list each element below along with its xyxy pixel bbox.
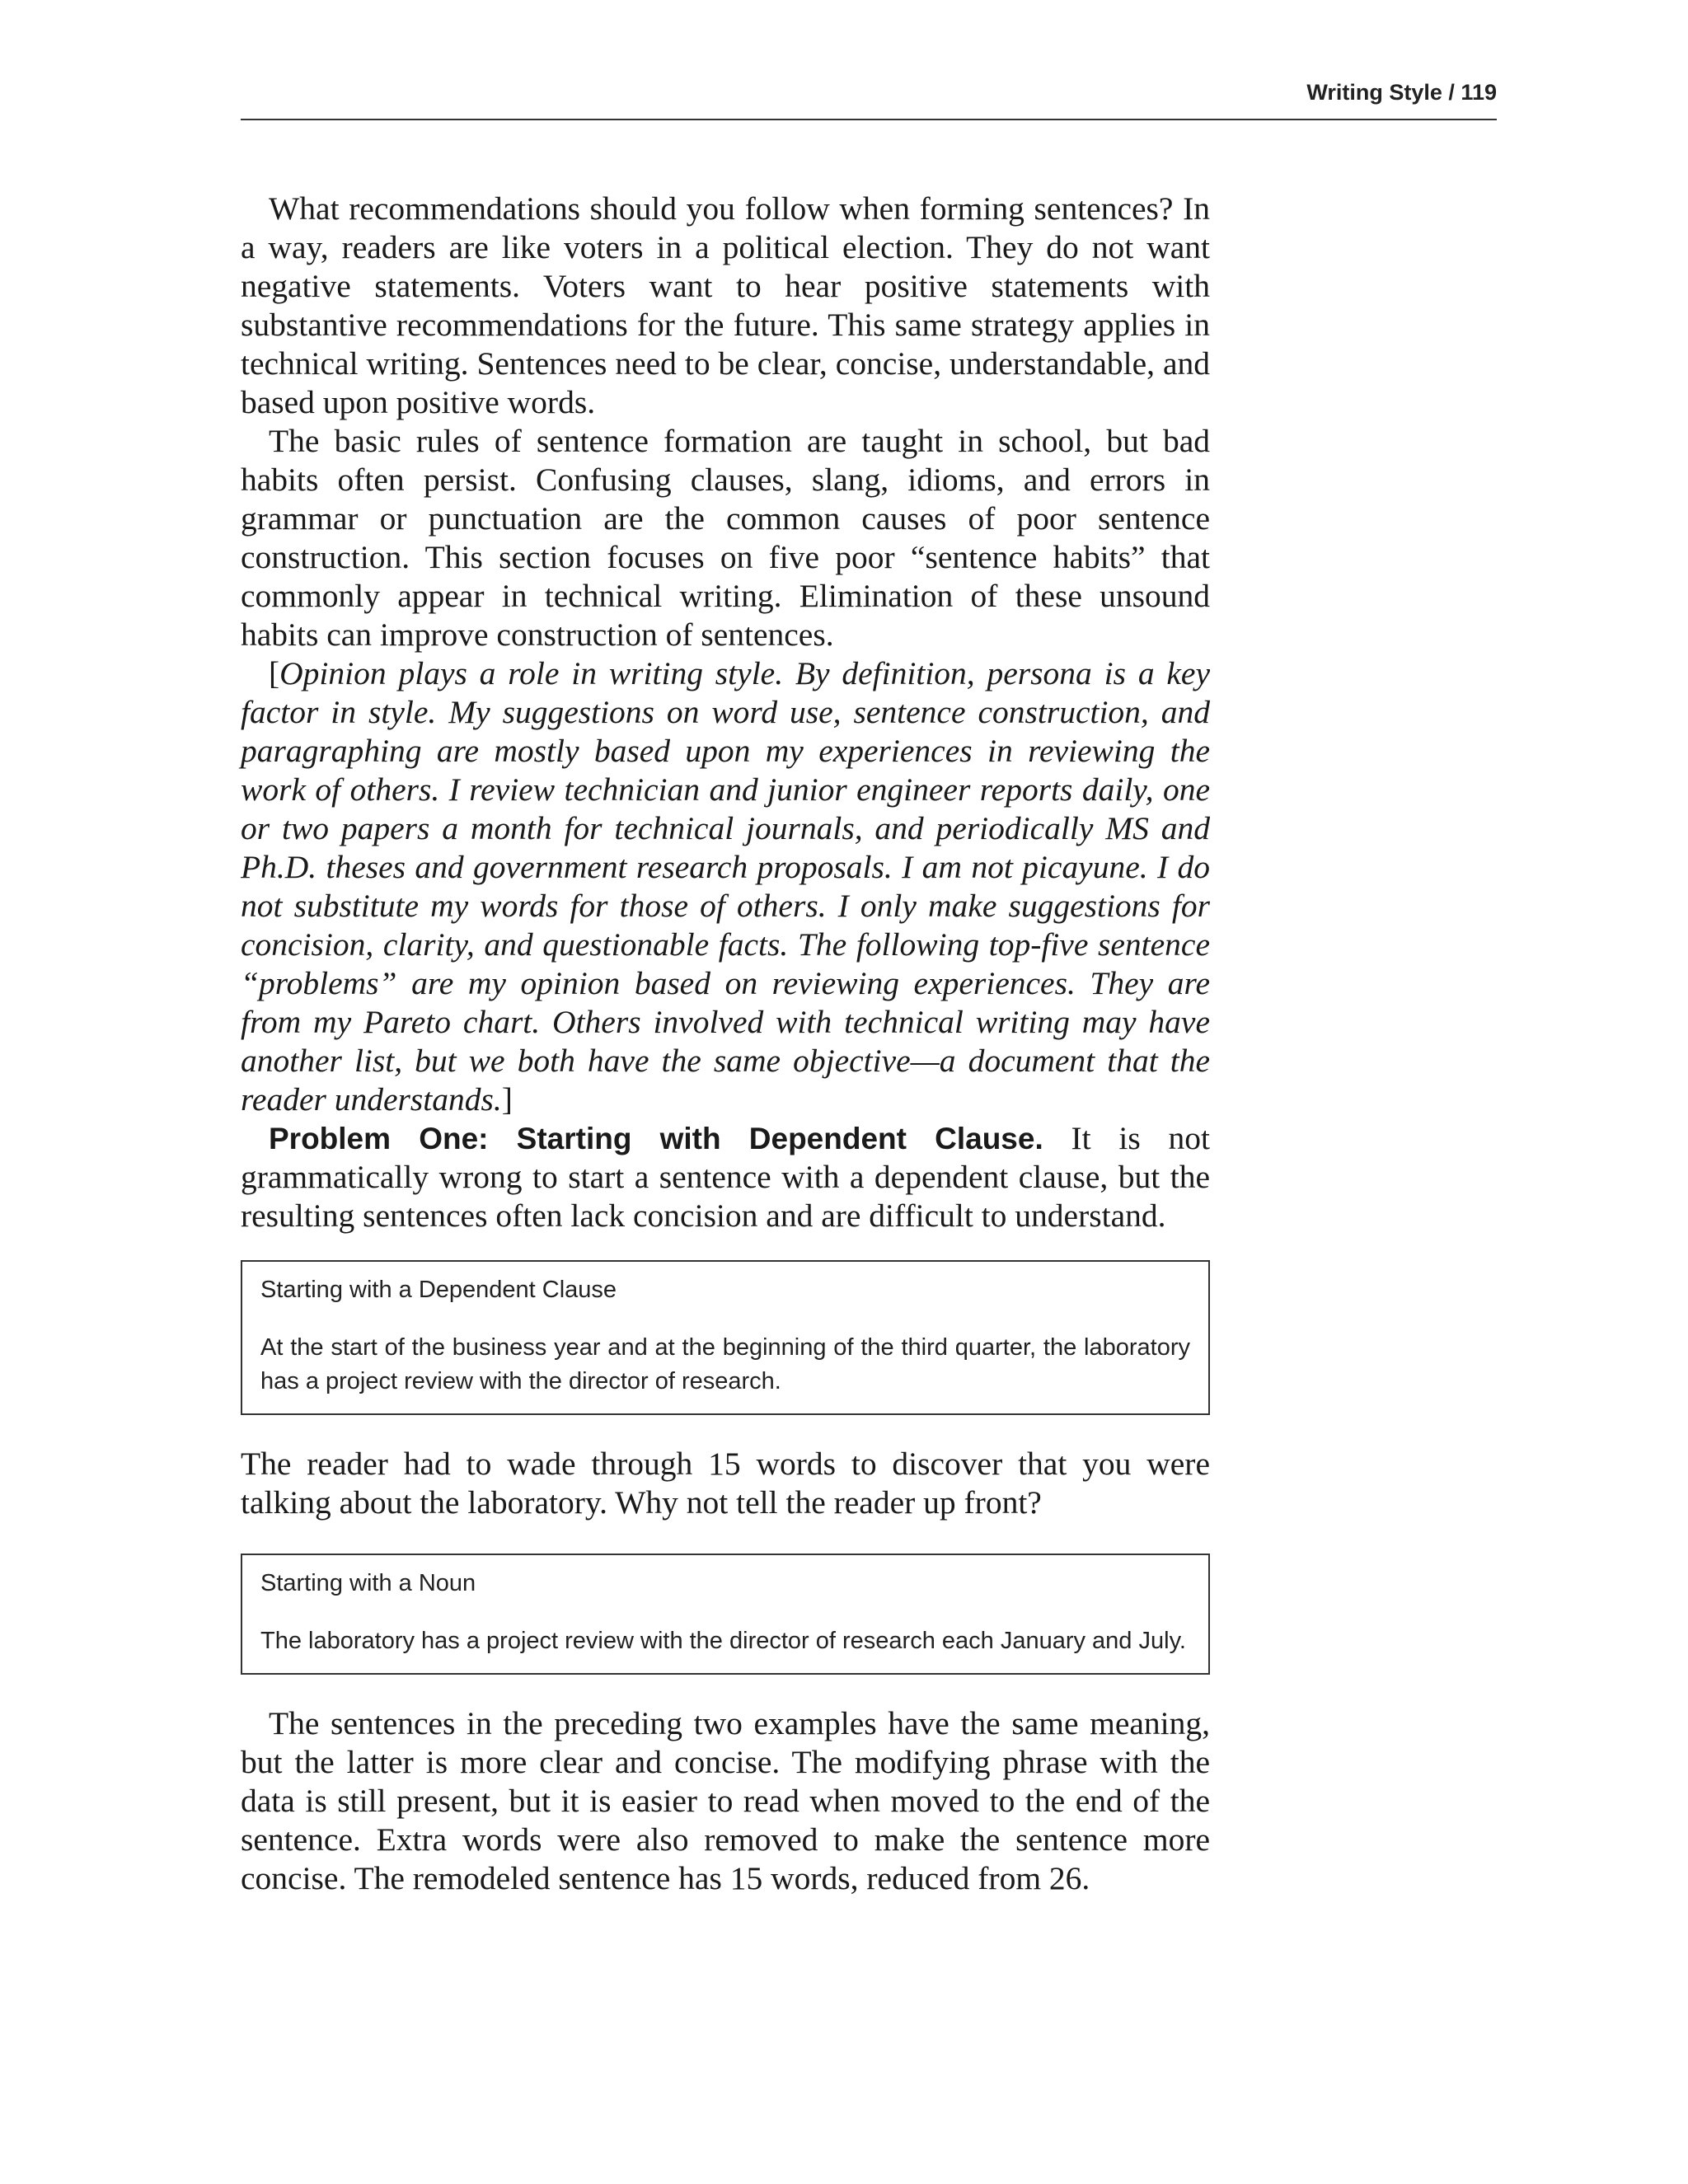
- paragraph-comparison: The sentences in the preceding two examples have the same meaning, but the latter is more clear and concise. The modifying phrase with the data is still present, but it is easier to read when moved to the end of the sentence. Extra words were also removed to make the sentence more concise. The remodeled sentence has 15 words, reduced from 26.: [241, 1705, 1210, 1896]
- paragraph-opinion-note: [241, 654, 1210, 1119]
- opinion-close-bracket: ]: [501, 1081, 513, 1118]
- example-box-title: Starting with a Dependent Clause: [260, 1277, 617, 1303]
- example-box-text: At the start of the business year and at the beginning of the third quarter, the laboratory has a project review with the director of research.: [260, 1334, 1190, 1394]
- example-box-dependent-clause: [241, 1260, 1210, 1415]
- opinion-note-text: Opinion plays a role in writing style. By definition, persona is a key factor in style. My suggestions on word use, sentence construction, and paragraphing are mostly based upon my experiences in reviewing the work of others. I review technician and junior engineer reports daily, one or two papers a month for technical journals, and periodically MS and Ph.D. theses and government research proposals. I am not picayune. I do not substitute my words for those of others. I only make suggestions for concision, clarity, and questionable facts. The following top-five sentence “problems” are my opinion based on reviewing experiences. They are from my Pareto chart. Others involved with technical writing may have another list, but we both have the same objective—a document that the reader understands.: [241, 655, 1210, 1118]
- problem-one-heading: Problem One: Starting with Dependent Clause.: [269, 1122, 1043, 1155]
- opinion-open-bracket: [: [269, 655, 280, 691]
- paragraph-sentence-habits: The basic rules of sentence formation are taught in school, but bad habits often persist. Confusing clauses, slang, idioms, and errors in grammar or punctuation are the common causes of poor sentence construction. This section focuses on five poor “sentence habits” that commonly appear in technical writing. Elimination of these unsound habits can improve construction of sentences.: [241, 423, 1210, 653]
- problem-one-text: It is not grammatically wrong to start a sentence with a dependent clause, but the resulting sentences often lack concision and are difficult to understand.: [241, 1120, 1210, 1234]
- paragraph-problem-one: [241, 1119, 1210, 1235]
- body-text-column: [241, 190, 1210, 1898]
- example-box-title: Starting with a Noun: [260, 1570, 476, 1596]
- running-header: Writing Style / 119: [241, 79, 1497, 120]
- paragraph-voters-analogy: What recommendations should you follow when forming sentences? In a way, readers are like voters in a political election. They do not want negative statements. Voters want to hear positive statements with substantive recommendations for the future. This same strategy applies in technical writing. Sentences need to be clear, concise, understandable, and based upon positive words.: [241, 190, 1210, 420]
- example-box-noun: [241, 1554, 1210, 1675]
- paragraph-wade-through: The reader had to wade through 15 words to discover that you were talking about the laboratory. Why not tell the reader up front?: [241, 1446, 1210, 1521]
- example-box-text: The laboratory has a project review with the director of research each January and July.: [260, 1628, 1186, 1654]
